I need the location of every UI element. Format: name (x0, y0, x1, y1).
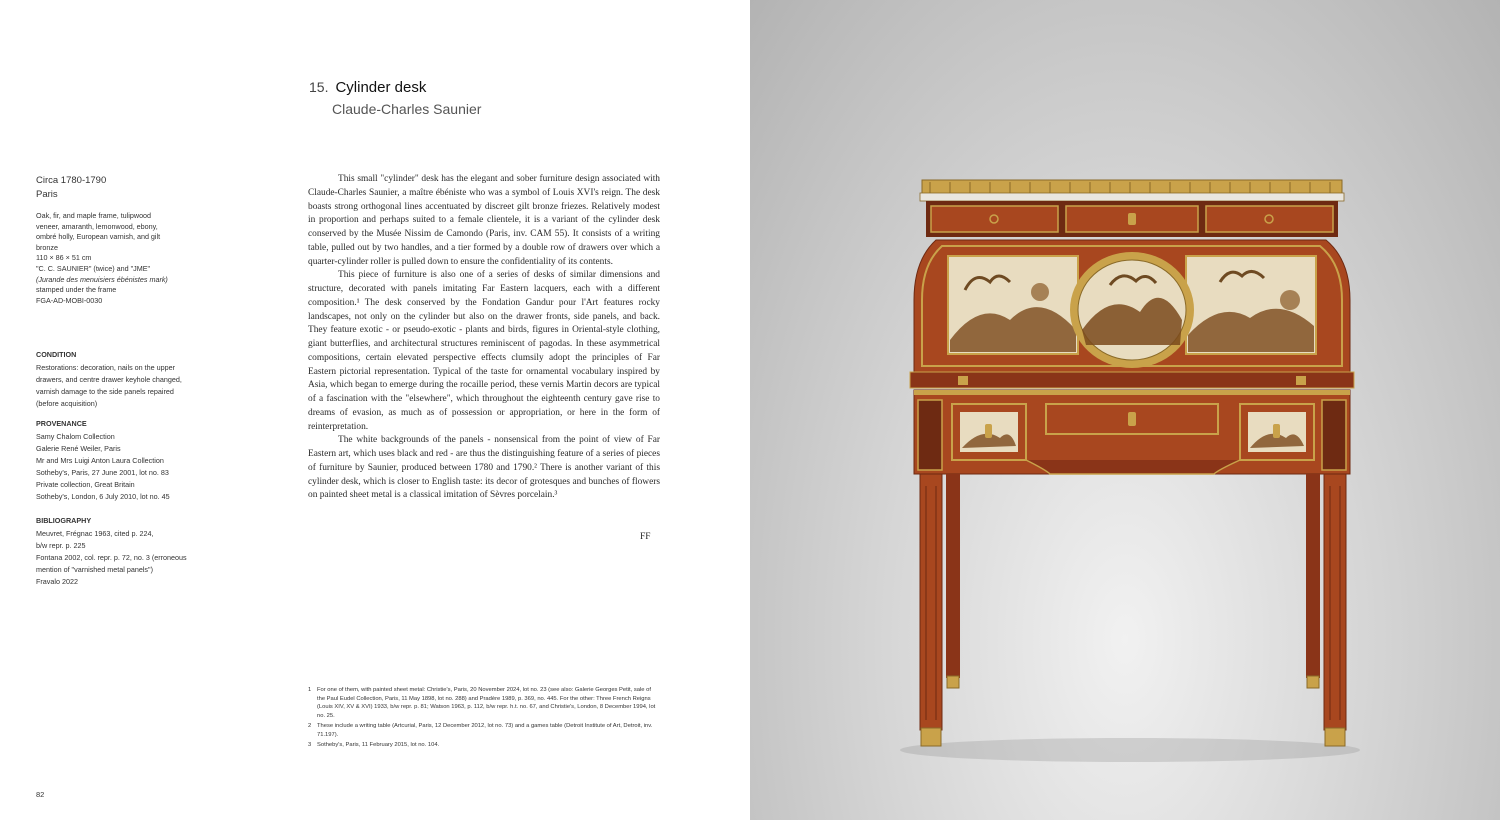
keyhole-escutcheon (1128, 213, 1136, 225)
object-date: Circa 1780-1790 (36, 175, 107, 186)
stamp-line: "C. C. SAUNIER" (twice) and "JME" (36, 263, 151, 273)
footnote (308, 686, 660, 720)
inventory-number: FGA-AD-MOBI-0030 (36, 295, 103, 305)
sabot (1325, 728, 1345, 746)
materials-line: bronze (36, 242, 58, 252)
materials-line: Oak, fir, and maple frame, tulipwood (36, 211, 152, 220)
essay-paragraph: This small "cylinder" desk has the elegant and sober furniture design associated with Claude-Charles Saunier, a maître ébéniste who was a symbol of Louis XVI's reign. The desk boasts strong orthogonal lines accentuated by discreet gilt bronze friezes. Relatively modest in proportion and perhaps suited to a female clientele, it is a variant of the cylinder desk conserved by the Musée Nissim de Camondo (Paris, inv. CAM 55). It consists of a writing table, pulled out by two handles, and a tier formed by a double row of drawers over which a quarter-cylinder roller is pulled down to ensure the confidentiality of its contents. (308, 174, 660, 267)
marble-top (920, 193, 1344, 201)
slide-handle-left (958, 376, 968, 385)
upper-drawer-right (1206, 206, 1333, 232)
footnotes (308, 686, 660, 751)
materials-line: ombré holly, European varnish, and gilt (36, 232, 161, 242)
upper-drawer-left (931, 206, 1058, 232)
keyhole-escutcheon (1273, 424, 1280, 438)
keyhole-escutcheon (1128, 412, 1136, 426)
essay-body (308, 173, 660, 503)
footnote-number: 2 (308, 722, 312, 729)
footnote-number: 1 (308, 687, 312, 693)
bibliography-item: mention of "varnished metal panels") (36, 565, 153, 574)
sabot (1307, 676, 1319, 688)
catalogue-heading (309, 79, 426, 97)
leg-front-right (1324, 474, 1346, 730)
condition-line: Restorations: decoration, nails on the upper (36, 363, 176, 372)
essay-paragraph: This piece of furniture is also one of a series of desks of similar dimensions and structure, decorated with panels imitating Far Eastern lacquers, each with a different composition.¹ The desk conserved by the Fondation Gandur pour l'Art features rocky landscapes, not only on the cylinder but also on the drawer fronts, side panels, and back. They feature exotic - or pseudo-exotic - plants and birds, figures in Oriental-style clothing, giant butterflies, and architectural structures reminiscent of pagodas. In these asymmetrical compositions, certain elevated perspective effects clumsily adopt the principles of Far Eastern pictorial representation. Typical of the taste for ornamental vocabulary inspired by Asia, which began to emerge during the rocaille period, these vernis Martin decors are typical of a fascination with the "elsewhere", which throughout the eighteenth century gave rise to dreams of evasion, as much as of possession or appropriation, or here in the form of reinterpretation. (308, 270, 660, 432)
bibliography-item: Fravalo 2022 (36, 577, 78, 586)
condition-heading: CONDITION (36, 350, 77, 359)
pilaster-right (1322, 400, 1346, 470)
footnote (308, 741, 660, 750)
materials-line: veneer, amaranth, lemonwood, ebony, (36, 221, 158, 231)
leg-back-right (1306, 474, 1320, 678)
provenance-item: Private collection, Great Britain (36, 480, 135, 489)
condition-line: (before acquisition) (36, 399, 98, 408)
slide-handle-right (1296, 376, 1306, 385)
footnote-text: These include a writing table (Artcurial, Paris, 12 December 2012, lot no. 73) and a games table (Detroit Institute of Art, Detroit, inv. 71.197). (317, 722, 653, 738)
gallery-balusters (930, 182, 1330, 193)
footnote-text: For one of them, with painted sheet metal: Christie's, Paris, 20 November 2024, lot no. 23 (see also: Galerie Georges Petit, sale of the Paul Eudel Collection, Paris, 11 May 1898, lot no. 288) and Pradère 1989, p. 369, no. 445. For the other: Three French Reigns (Louis XIV, XV & XVI) 1933, b/w repr. p. 81; Watson 1963, p. 112, b/w repr. h.t. no. 67, and Christie's, London, 8 December 1994, lot no. 25. (317, 687, 656, 719)
apron (1026, 460, 1240, 474)
bibliography-section (36, 515, 187, 588)
provenance-heading: PROVENANCE (36, 419, 87, 428)
artist-name: Claude-Charles Saunier (332, 101, 482, 117)
bibliography-heading: BIBLIOGRAPHY (36, 516, 92, 525)
footnote (308, 722, 660, 739)
bibliography-item: Fontana 2002, col. repr. p. 72, no. 3 (erroneous (36, 553, 187, 562)
bibliography-item: Meuvret, Frégnac 1963, cited p. 224, (36, 529, 154, 538)
leg-back-left (946, 474, 960, 678)
pilaster-left (918, 400, 942, 470)
catalogue-title: Cylinder desk (335, 79, 427, 96)
photo-page (750, 0, 1500, 820)
sabot (921, 728, 941, 746)
footnote-number: 3 (308, 741, 312, 748)
object-details (36, 174, 168, 306)
provenance-item: Sotheby's, London, 6 July 2010, lot no. 45 (36, 492, 170, 501)
bibliography-item: b/w repr. p. 225 (36, 541, 86, 550)
provenance-item: Galerie René Weiler, Paris (36, 444, 121, 453)
condition-section (36, 349, 182, 410)
writing-slide (910, 372, 1354, 388)
leg-front-left (920, 474, 942, 730)
provenance-item: Mr and Mrs Luigi Anton Laura Collection (36, 456, 164, 465)
page-number: 82 (36, 790, 45, 799)
keyhole-escutcheon (985, 424, 992, 438)
stamp-line: (Jurande des menuisiers ébénistes mark) (36, 274, 168, 284)
condition-line: drawers, and centre drawer keyhole changed, (36, 375, 182, 384)
lower-case-gilt (914, 390, 1350, 395)
gallery-rail (922, 180, 1342, 194)
floor-shadow (900, 738, 1360, 762)
cylinder-desk-photo (750, 0, 1500, 820)
object-place: Paris (36, 189, 58, 200)
provenance-item: Sotheby's, Paris, 27 June 2001, lot no. 83 (36, 468, 169, 477)
stamp-line: stamped under the frame (36, 285, 117, 295)
provenance-item: Samy Chalom Collection (36, 432, 115, 441)
sabot (947, 676, 959, 688)
catalogue-number: 15. (309, 79, 329, 95)
dimensions: 110 × 86 × 51 cm (36, 253, 92, 263)
footnote-text: Sotheby's, Paris, 11 February 2015, lot no. 104. (317, 741, 440, 748)
author-initials: FF (640, 532, 651, 542)
provenance-section (36, 418, 170, 503)
condition-line: varnish damage to the side panels repaired (36, 387, 174, 396)
essay-paragraph: The white backgrounds of the panels - nonsensical from the point of view of Far Eastern art, which uses black and red - are thus the distinguishing feature of a series of pieces of furniture by Saunier, produced between 1780 and 1790.² There is another variant of this cylinder desk, which is closer to English taste: its decor of grotesques and bunches of flowers on painted sheet metal is a classical imitation of Sèvres porcelain.³ (308, 435, 660, 501)
